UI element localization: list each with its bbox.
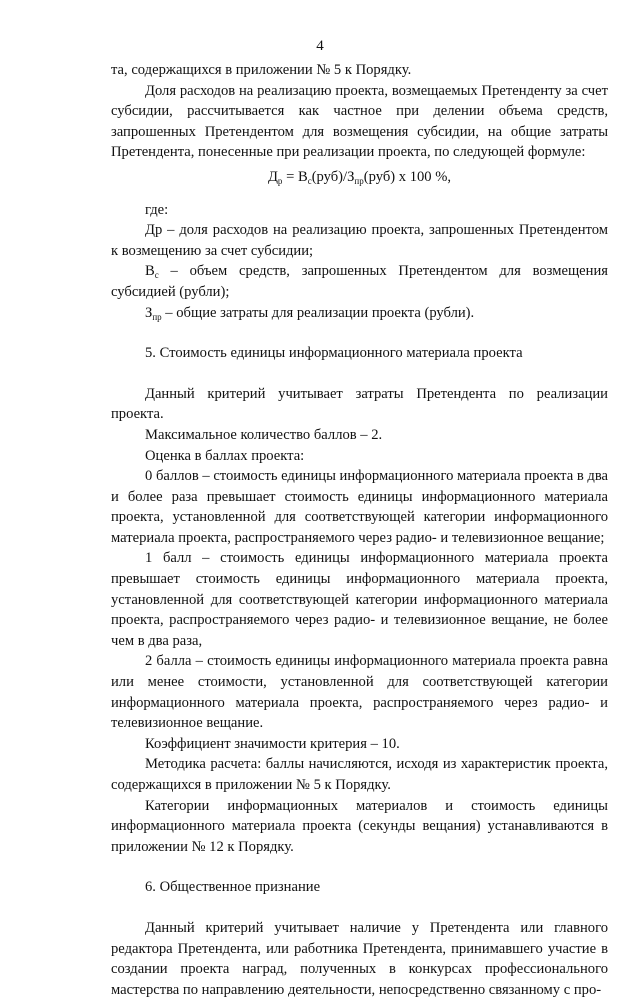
formula: $Д_р = В_с(руб)/З_{пр}(руб)$ х 100 %,	[267, 168, 452, 186]
paragraph: 2 балла – стоимость единицы информационного материала проекта равна или менее стоимости, установленной для соответствующей категории информационного материала проекта, распространяемого через радио- и телевизионное вещание.	[111, 653, 608, 732]
paragraph: 0 баллов – стоимость единицы информационного материала проекта в два и более раза превышает стоимость единицы информационного материала проекта, установленной для соответствующей категории информационного материала проекта, распространяемого через радио- и телевизионное вещание;	[111, 468, 609, 546]
paragraph: Данный критерий учитывает наличие у Претендента или главного редактора Претендента, или работника Претендента, принимавшего участие в создании проекта наград, полученных в конкурсах профессионального мастерства по направлению деятельности, непосредственно связанному с про-	[111, 919, 608, 998]
paragraph: Оценка в баллах проекта:	[145, 447, 305, 464]
document-body	[111, 60, 608, 1000]
definition: Др – доля расходов на реализацию проекта, запрошенных Претендентом к возмещению за счет субсидии;	[111, 222, 608, 259]
paragraph: Доля расходов на реализацию проекта, возмещаемых Претенденту за счет субсидии, рассчитывается как частное при делении объема средств, запрошенных Претендентом для возмещения субсидии, на общие затраты Претендента, понесенные при реализации проекта, по следующей формуле:	[111, 82, 608, 161]
paragraph: Методика расчета: баллы начисляются, исходя из характеристик проекта, содержащихся в приложении № 5 к Порядку.	[111, 756, 608, 793]
paragraph: Коэффициент значимости критерия – 10.	[145, 735, 400, 752]
paragraph: Категории информационных материалов и стоимость единицы информационного материала проекта (секунды вещания) устанавливаются в приложении № 12 к Порядку.	[111, 797, 608, 855]
definition: $В_с$ – объем средств, запрошенных Претендентом для возмещения субсидией (рубли);	[111, 263, 608, 300]
paragraph: 1 балл – стоимость единицы информационного материала проекта превышает стоимость единицы информационного материала проекта, установленной для соответствующей категории информационного материала проекта, распространяемого через радио- и телевизионное вещание, не более чем в два раза,	[111, 550, 608, 649]
paragraph: где:	[145, 201, 169, 218]
definition: $З_{пр}$ – общие затраты для реализации проекта (рубли).	[145, 304, 475, 322]
paragraph: Максимальное количество баллов – 2.	[145, 426, 383, 443]
page-number: 4	[316, 38, 324, 54]
section-heading: 5. Стоимость единицы информационного материала проекта	[145, 345, 523, 362]
paragraph: Данный критерий учитывает затраты Претендента по реализации проекта.	[111, 385, 608, 423]
section-heading: 6. Общественное признание	[145, 879, 321, 896]
paragraph: та, содержащихся в приложении № 5 к Порядку.	[111, 62, 412, 78]
